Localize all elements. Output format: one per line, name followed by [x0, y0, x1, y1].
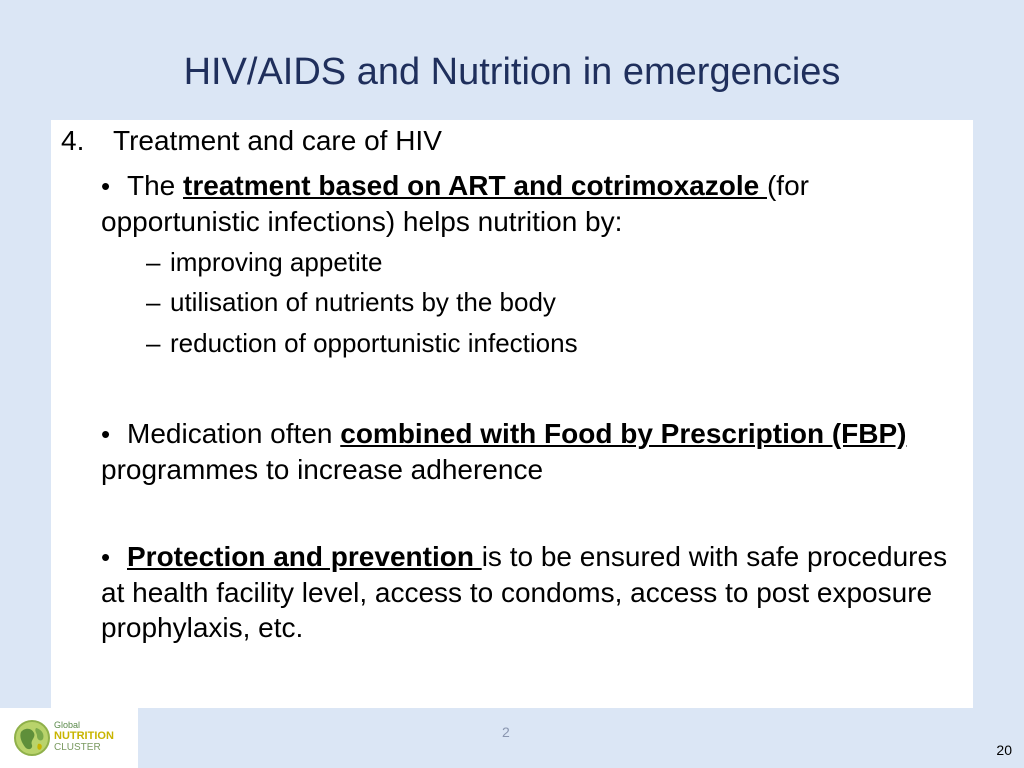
bullet-text-after: is to be ensured with safe procedures at health facility level, access to condoms, access to post exposure prophylaxis, etc. — [101, 541, 948, 643]
bullet-glyph: • — [101, 171, 111, 201]
sub-item-appetite — [146, 246, 382, 278]
sub-item-utilisation — [146, 286, 556, 318]
item-number: 4. — [61, 125, 85, 156]
bullet-text-before: Medication often — [127, 418, 341, 449]
dash-glyph: – — [146, 328, 161, 358]
logo-line-cluster: CLUSTER — [54, 742, 101, 753]
bullet-emphasis: treatment based on ART and cotrimoxazole — [183, 170, 767, 201]
content-panel — [51, 120, 973, 708]
logo-text — [54, 720, 114, 753]
bullet-text-after: programmes to increase adherence — [101, 454, 544, 485]
bullet-emphasis: combined with Food by Prescription (FBP) — [340, 418, 907, 449]
bullet-text-after: (for opportunistic infections) helps nutrition by: — [101, 170, 809, 237]
bullet-glyph: • — [101, 419, 111, 449]
dash-glyph: – — [146, 287, 161, 317]
numbered-item — [61, 124, 442, 158]
item-label: Treatment and care of HIV — [113, 125, 442, 156]
globe-icon — [12, 718, 52, 758]
slide-number-right: 20 — [996, 742, 1012, 758]
slide-number-center: 2 — [502, 724, 510, 740]
bullet-glyph: • — [101, 542, 111, 572]
slide-title: HIV/AIDS and Nutrition in emergencies — [183, 51, 841, 93]
sub-item-text: utilisation of nutrients by the body — [170, 287, 556, 317]
sub-item-text: reduction of opportunistic infections — [170, 328, 578, 358]
logo-line-global: Global — [54, 720, 81, 730]
bullet-treatment — [101, 168, 961, 239]
bullet-protection — [101, 539, 961, 645]
dash-glyph: – — [146, 247, 161, 277]
sub-item-text: improving appetite — [170, 247, 383, 277]
logo-line-nutrition: NUTRITION — [54, 730, 114, 742]
bullet-text-before: The — [127, 170, 184, 201]
sub-item-reduction — [146, 327, 578, 359]
bullet-medication — [101, 416, 961, 487]
nutrition-cluster-logo — [0, 708, 138, 768]
footer — [0, 708, 1024, 768]
bullet-emphasis: Protection and prevention — [127, 541, 482, 572]
